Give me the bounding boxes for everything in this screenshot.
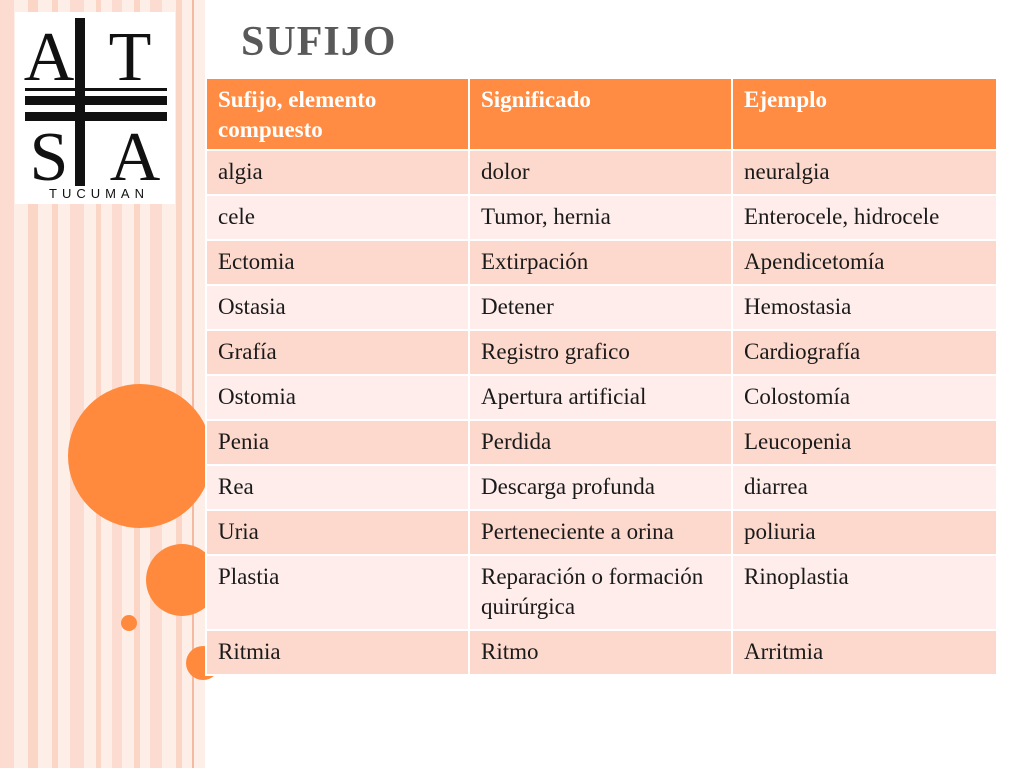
table-row — [206, 420, 997, 465]
table-row — [206, 510, 997, 555]
cell-meaning: Descarga profunda — [469, 465, 732, 510]
table-row — [206, 150, 997, 195]
cell-example: Leucopenia — [732, 420, 997, 465]
table-row — [206, 375, 997, 420]
cell-meaning: Perdida — [469, 420, 732, 465]
cell-example: Arritmia — [732, 630, 997, 675]
cell-meaning: Tumor, hernia — [469, 195, 732, 240]
slide-title: SUFIJO — [241, 19, 397, 65]
suffix-table — [205, 77, 998, 676]
cell-meaning: Extirpación — [469, 240, 732, 285]
cell-meaning: Ritmo — [469, 630, 732, 675]
cell-meaning: Perteneciente a orina — [469, 510, 732, 555]
table-header-row — [206, 78, 997, 150]
header-suffix: Sufijo, elemento compuesto — [206, 78, 469, 150]
table-row — [206, 285, 997, 330]
cell-example: diarrea — [732, 465, 997, 510]
logo-letter-t: T — [108, 19, 152, 96]
cell-meaning: Registro grafico — [469, 330, 732, 375]
cell-meaning: Apertura artificial — [469, 375, 732, 420]
cell-example: Hemostasia — [732, 285, 997, 330]
cell-suffix: Ostomia — [206, 375, 469, 420]
atsa-tucuman-logo — [15, 12, 175, 204]
cell-example: Colostomía — [732, 375, 997, 420]
cell-example: Apendicetomía — [732, 240, 997, 285]
table-row — [206, 195, 997, 240]
cell-suffix: Rea — [206, 465, 469, 510]
table-row — [206, 330, 997, 375]
cell-suffix: Grafía — [206, 330, 469, 375]
cell-suffix: Plastia — [206, 555, 469, 630]
cell-example: poliuria — [732, 510, 997, 555]
cell-suffix: Ectomia — [206, 240, 469, 285]
cell-meaning: dolor — [469, 150, 732, 195]
cell-example: neuralgia — [732, 150, 997, 195]
logo-letter-a2: A — [109, 119, 161, 196]
cell-suffix: algia — [206, 150, 469, 195]
table-row — [206, 240, 997, 285]
cell-example: Cardiografía — [732, 330, 997, 375]
cell-suffix: Ostasia — [206, 285, 469, 330]
cell-suffix: Ritmia — [206, 630, 469, 675]
header-meaning: Significado — [469, 78, 732, 150]
table-row — [206, 465, 997, 510]
cell-example: Enterocele, hidrocele — [732, 195, 997, 240]
cell-suffix: Penia — [206, 420, 469, 465]
logo-subtitle: TUCUMAN — [49, 186, 149, 201]
decorative-circle-large — [68, 384, 212, 528]
table-row — [206, 630, 997, 675]
cell-meaning: Detener — [469, 285, 732, 330]
decorative-circle-small — [121, 615, 137, 631]
header-example: Ejemplo — [732, 78, 997, 150]
logo-letter-a1: A — [23, 19, 75, 96]
table-row — [206, 555, 997, 630]
logo-letter-s: S — [29, 119, 69, 196]
cell-example: Rinoplastia — [732, 555, 997, 630]
cell-suffix: Uria — [206, 510, 469, 555]
cell-suffix: cele — [206, 195, 469, 240]
cell-meaning: Reparación o formación quirúrgica — [469, 555, 732, 630]
